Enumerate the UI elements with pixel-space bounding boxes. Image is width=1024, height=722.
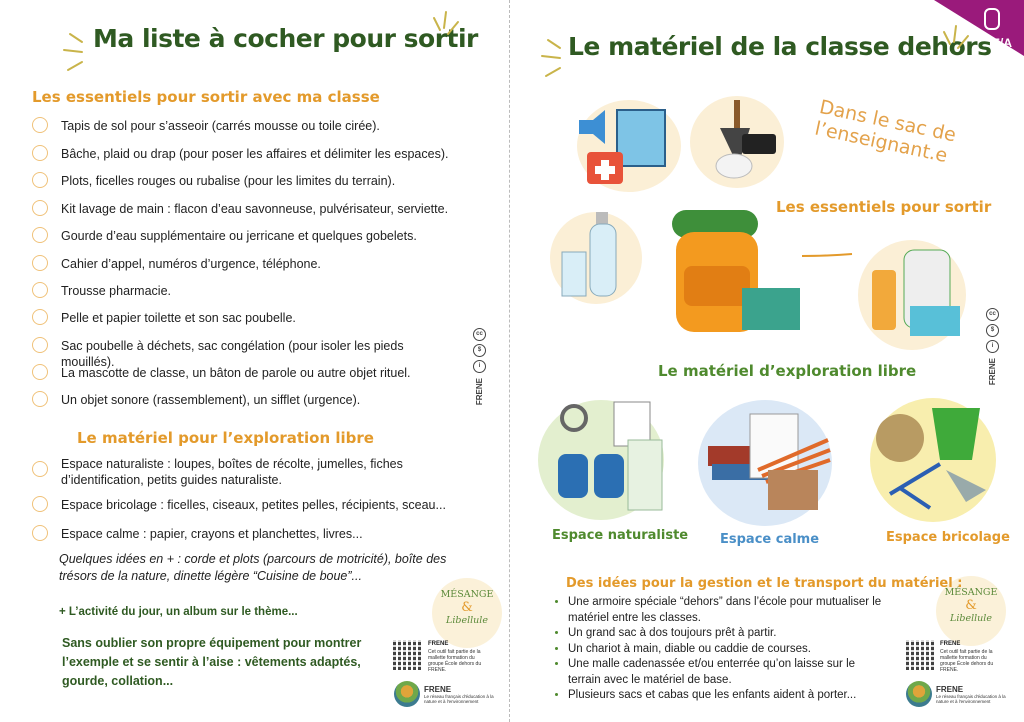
paperclip-icon (984, 8, 1000, 30)
checklist-item[interactable]: Bâche, plaid ou drap (pour poser les affaires et délimiter les espaces). (32, 146, 452, 162)
by-icon: i (986, 340, 999, 353)
exploration-label: Le matériel d’exploration libre (658, 362, 917, 380)
teacher-bag-label: Dans le sac de l’enseignant.e (812, 96, 959, 168)
water-bottle-icon (550, 212, 642, 304)
list-item: • Un chariot à main, diable ou caddie de courses. (568, 642, 888, 658)
checklist-item[interactable]: Espace bricolage : ficelles, ciseaux, petites pelles, récipients, sceau... (32, 497, 452, 513)
page-divider (509, 0, 511, 722)
sun-rays-icon (428, 8, 468, 58)
backpack-icon (652, 196, 866, 346)
checkbox-circle[interactable] (32, 461, 48, 477)
checkbox-circle[interactable] (32, 255, 48, 271)
page-title: Ma liste à cocher pour sortir (93, 24, 478, 53)
handwash-illustration (858, 240, 966, 350)
qr-code[interactable] (393, 640, 423, 670)
checklist-item[interactable]: Gourde d’eau supplémentaire ou jerricane et quelques gobelets. (32, 228, 452, 244)
checkbox-circle[interactable] (32, 364, 48, 380)
books-pencils-icon (698, 400, 832, 526)
checkbox-circle[interactable] (32, 282, 48, 298)
first-aid-kit-icon (577, 100, 681, 192)
checklist-item[interactable]: Espace naturaliste : loupes, boîtes de récolte, jumelles, fiches d’identification, petits guides naturaliste. (32, 456, 412, 488)
checklist-item[interactable]: Pelle et papier toilette et son sac poubelle. (32, 310, 452, 326)
checklist-item[interactable]: Tapis de sol pour s’asseoir (carrés mousse ou toile cirée). (32, 118, 452, 134)
extra-ideas-note: Quelques idées en + : corde et plots (parcours de motricité), boîte des trésors de la nature, dinette légère “Cuisine de boue”... (59, 552, 447, 583)
checkbox-circle[interactable] (32, 309, 48, 325)
checkbox-circle[interactable] (32, 227, 48, 243)
section-title-exploration: Le matériel pour l’exploration libre (77, 429, 374, 447)
zone-naturaliste-illustration (538, 400, 664, 520)
zone-calme-label: Espace calme (720, 532, 820, 547)
sun-rays-icon (938, 22, 978, 72)
mesange-libellule-logo: MÉSANGE & Libellule (432, 578, 502, 648)
frene-logo: FRENE Le réseau français d'éducation à la nature et à l'environnement (906, 681, 1006, 707)
cc-icon: cc (473, 328, 486, 341)
checkbox-circle[interactable] (32, 337, 48, 353)
left-page (0, 0, 506, 722)
qr-code[interactable] (906, 640, 936, 670)
trowel-icon (690, 96, 784, 188)
checklist-item[interactable]: Espace calme : papier, crayons et planchettes, livres... (32, 526, 452, 542)
checklist-item[interactable]: Trousse pharmacie. (32, 283, 452, 299)
teacher-kit-illustration (577, 100, 681, 192)
section-title-essentials: Les essentiels pour sortir avec ma classe (32, 88, 380, 106)
list-item: • Plusieurs sacs et cabas que les enfants aident à porter... (568, 688, 888, 704)
checklist-item[interactable]: Kit lavage de main : flacon d’eau savonneuse, pulvérisateur, serviette. (32, 201, 452, 217)
toilet-kit-illustration (690, 96, 784, 188)
reminder-text: Sans oublier son propre équipement pour montrer l’exemple et se sentir à l’aise : vêtements adaptés, gourde, collation... (62, 636, 362, 688)
transport-ideas-list (554, 595, 888, 704)
corner-label: E/A (991, 36, 1012, 50)
sun-rays-icon (52, 30, 92, 80)
bottle-illustration (550, 212, 642, 304)
qr-caption: Cet outil fait partie de la mallette formation du groupe École dehors du FRENE. (428, 649, 482, 673)
qr-frene-label: FRENE (940, 641, 961, 647)
zone-bricolage-illustration (870, 398, 996, 522)
checklist-item[interactable]: Un objet sonore (rassemblement), un sifflet (urgence). (32, 392, 452, 408)
checkbox-circle[interactable] (32, 117, 48, 133)
checkbox-circle[interactable] (32, 496, 48, 512)
checkbox-circle[interactable] (32, 145, 48, 161)
qr-frene-label: FRENE (428, 641, 449, 647)
nc-icon: $ (473, 344, 486, 357)
by-icon: i (473, 360, 486, 373)
cc-icon: cc (986, 308, 999, 321)
checklist-item[interactable]: Sac poubelle à déchets, sac congélation (pour isoler les pieds mouillés). (32, 338, 452, 370)
frene-logo: FRENE Le réseau français d'éducation à la nature et à l'environnement (394, 681, 494, 707)
list-item: • Une armoire spéciale “dehors” dans l’école pour mutualiser le matériel entre les classes. (568, 595, 888, 626)
checkbox-circle[interactable] (32, 172, 48, 188)
list-item: • Une malle cadenassée et/ou enterrée qu’on laisse sur le terrain avec le matériel de base. (568, 657, 888, 688)
nc-icon: $ (986, 324, 999, 337)
mesange-libellule-logo: MÉSANGE & Libellule (936, 576, 1006, 646)
checkbox-circle[interactable] (32, 525, 48, 541)
page-title: Le matériel de la classe dehors (568, 32, 992, 61)
checklist-item[interactable]: Plots, ficelles rouges ou rubalise (pour les limites du terrain). (32, 173, 452, 189)
list-item: • Un grand sac à dos toujours prêt à partir. (568, 626, 888, 642)
qr-caption: Cet outil fait partie de la mallette formation du groupe École dehors du FRENE. (940, 649, 994, 673)
binoculars-icon (538, 400, 664, 520)
checklist-item[interactable]: Cahier d’appel, numéros d’urgence, téléphone. (32, 256, 452, 272)
frene-tree-icon (906, 681, 932, 707)
license-badge: cc $ i FRENE (986, 308, 999, 385)
checklist-item[interactable]: La mascotte de classe, un bâton de parole ou autre objet rituel. (32, 365, 452, 381)
license-badge: cc $ i FRENE (473, 328, 486, 405)
sun-rays-icon (530, 36, 570, 86)
transport-ideas-title: Des idées pour la gestion et le transport du matériel : (566, 576, 963, 591)
frene-tree-icon (394, 681, 420, 707)
zone-calme-illustration (698, 400, 832, 526)
zone-bricolage-label: Espace bricolage (886, 530, 1010, 545)
checkbox-circle[interactable] (32, 200, 48, 216)
essentials-label: Les essentiels pour sortir (776, 198, 992, 216)
zone-naturaliste-label: Espace naturaliste (552, 528, 689, 543)
sprayer-icon (858, 240, 966, 350)
bucket-scissors-icon (870, 398, 996, 522)
activity-note: + L’activité du jour, un album sur le thème... (59, 606, 298, 618)
checkbox-circle[interactable] (32, 391, 48, 407)
